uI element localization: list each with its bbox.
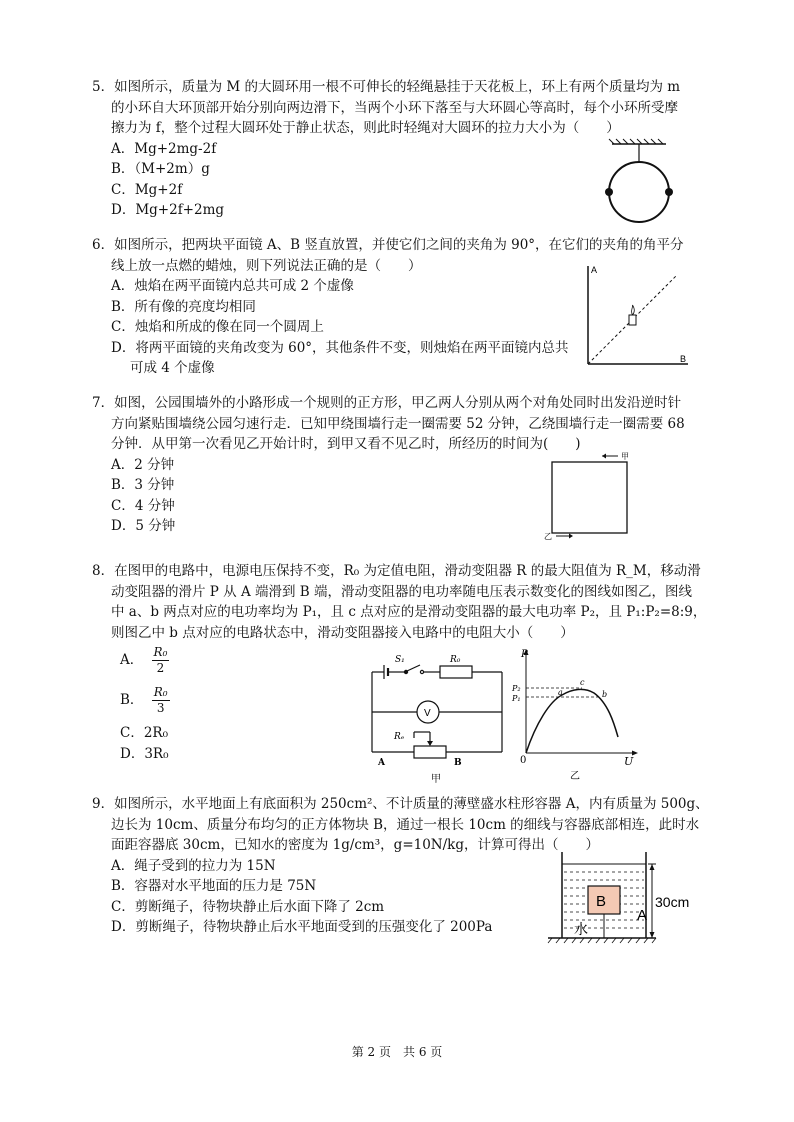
q8-options [120,645,240,764]
q5-stem-line: 5．如图所示，质量为 M 的大圆环用一根不可伸长的轻绳悬挂于天花板上，环上有两个质量均为 m [92,79,681,95]
q9-block-label: B [596,893,607,910]
q8-option-b-label: B． [120,692,144,708]
q8-option-a-label: A． [120,652,144,668]
q7-jia-label: 甲 [621,452,629,461]
q8-option-c[interactable]: C．2R₀ [120,725,168,741]
q8-r0-label: R₀ [450,655,461,665]
q9-option-d[interactable]: D．剪断绳子，待物块静止后水平地面受到的压强变化了 200Pa [111,919,493,935]
q8-option-b-fraction: $\frac{\text{R₀}}{3}$ [153,685,168,715]
q7-option-b[interactable]: B．3 分钟 [111,477,175,493]
q5-ring-figure [596,138,686,232]
q6-option-a[interactable]: A．烛焰在两平面镜内总共可成 2 个虚像 [111,278,354,294]
q9-container-figure [544,848,700,948]
q8-graph-p2-label: P₂ [512,684,521,693]
q7-stem-line: 分钟．从甲第一次看见乙开始计时，到甲又看不见乙时，所经历的时间为( ) [111,436,581,452]
q5-option-c[interactable]: C．Mg+2f [111,181,183,198]
q8-voltmeter-label: V [424,708,431,719]
q8-graph-p-axis-label: P [521,649,528,660]
q8-graph-caption: 乙 [570,771,580,782]
q8-circuit-caption: 甲 [431,774,441,785]
q9-container-label: A [637,907,648,924]
q8-graph-origin-label: 0 [520,755,527,766]
q9-option-a[interactable]: A．绳子受到的拉力为 15N [111,857,276,874]
q9-option-c[interactable]: C．剪断绳子，待物块静止后水面下降了 2cm [111,898,385,915]
q5-option-b[interactable]: B．（M+2m）g [111,161,210,177]
q6-stem-line: 6．如图所示，把两块平面镜 A、B 竖直放置，并使它们之间的夹角为 90°，在它们的夹角的角平分 [92,237,684,253]
q8-terminal-a-label: A [378,758,385,768]
q5-option-a[interactable]: A．Mg+2mg-2f [111,140,217,157]
q6-mirror-figure [582,262,694,372]
q7-option-a[interactable]: A．2 分钟 [111,456,175,473]
q9-stem-line: 面距容器底 30cm，已知水的密度为 1g/cm³，g=10N/kg，计算可得出（ ） [111,837,599,853]
q6-mirror-a-label: A [591,265,598,275]
q8-stem-line: 则图乙中 b 点对应的电路状态中，滑动变阻器接入电路中的电阻大小（ ） [111,624,574,641]
q6-option-d[interactable]: D．将两平面镜的夹角改变为 60°，其他条件不变，则烛焰在两平面镜内总共 [111,339,569,356]
q8-power-graph [510,645,640,785]
q7-stem-line: 7．如图，公园围墙外的小路形成一个规则的正方形，甲乙两人分别从两个对角处同时出发沿逆时针 [92,395,682,411]
q8-graph-point-c-label: c [580,678,585,687]
q6-stem-line: 线上放一点燃的蜡烛，则下列说法正确的是（ ） [111,257,422,274]
q9-height-label: 30cm [655,894,690,910]
q8-stem-line: 动变阻器的滑片 P 从 A 端滑到 B 端，滑动变阻器的电功率随电压表示数变化的图线如图乙，图线 [111,583,692,600]
q8-graph-point-b-label: b [602,690,608,699]
q8-stem-line: 8．在图甲的电路中，电源电压保持不变，R₀ 为定值电阻，滑动变阻器 R 的最大阻值为 R_M，移动滑 [92,563,701,579]
q8-stem-line: 中 a、b 两点对应的电功率均为 P₁，且 c 点对应的是滑动变阻器的最大电功率 P₂，且 P₁:P₂=8:9， [111,604,707,620]
q5-stem-line: 擦力为 f，整个过程大圆环处于静止状态，则此时轻绳对大圆环的拉力大小为（ ） [111,120,620,136]
q9-option-b[interactable]: B．容器对水平地面的压力是 75N [111,878,317,894]
q8-graph-p1-label: P₁ [512,694,521,703]
q5-option-d[interactable]: D．Mg+2f+2mg [111,202,225,218]
q7-park-figure [540,450,640,542]
q9-stem-line: 边长为 10cm、质量分布均匀的正方体物块 B，通过一根长 10cm 的细线与容器底部相连，此时水 [111,816,700,833]
q6-option-b[interactable]: B．所有像的亮度均相同 [111,298,256,315]
q8-option-a-fraction: $\frac{\text{R₀}}{2}$ [153,645,168,675]
q6-option-d-continued: 可成 4 个虚像 [130,360,215,376]
page-footer: 第 2 页 共 6 页 [351,1045,443,1059]
question-8 [92,561,707,643]
q8-terminal-b-label: B [454,758,462,768]
q5-stem-line: 的小环自大环顶部开始分别向两边滑下，当两个小环下落至与大环圆心等高时，每个小环所受摩 [111,99,678,116]
q8-re-label: Rₑ [394,732,405,742]
q7-option-d[interactable]: D．5 分钟 [111,518,176,534]
q7-yi-label: 乙 [544,532,552,541]
q7-option-c[interactable]: C．4 分钟 [111,497,175,514]
q7-stem-line: 方向紧贴围墙绕公园匀速行走．已知甲绕围墙行走一圈需要 52 分钟，乙绕围墙行走一圈需要 68 [111,415,685,432]
q6-option-c[interactable]: C．烛焰和所成的像在同一个圆周上 [111,319,324,335]
q8-s1-label: S₁ [395,655,405,665]
q8-circuit-figure [364,648,514,788]
q8-graph-u-axis-label: U [624,755,634,768]
q9-stem-line: 9．如图所示，水平地面上有底面积为 250cm²、不计质量的薄壁盛水柱形容器 A，内有质量为 500g、 [92,796,709,812]
q6-mirror-b-label: B [680,354,687,364]
q8-graph-point-a-label: a [558,688,563,697]
q8-option-a[interactable] [120,645,240,681]
q8-option-d[interactable]: D．3R₀ [120,745,169,762]
q9-water-label: 水 [574,922,588,938]
q8-option-b[interactable] [120,685,240,723]
